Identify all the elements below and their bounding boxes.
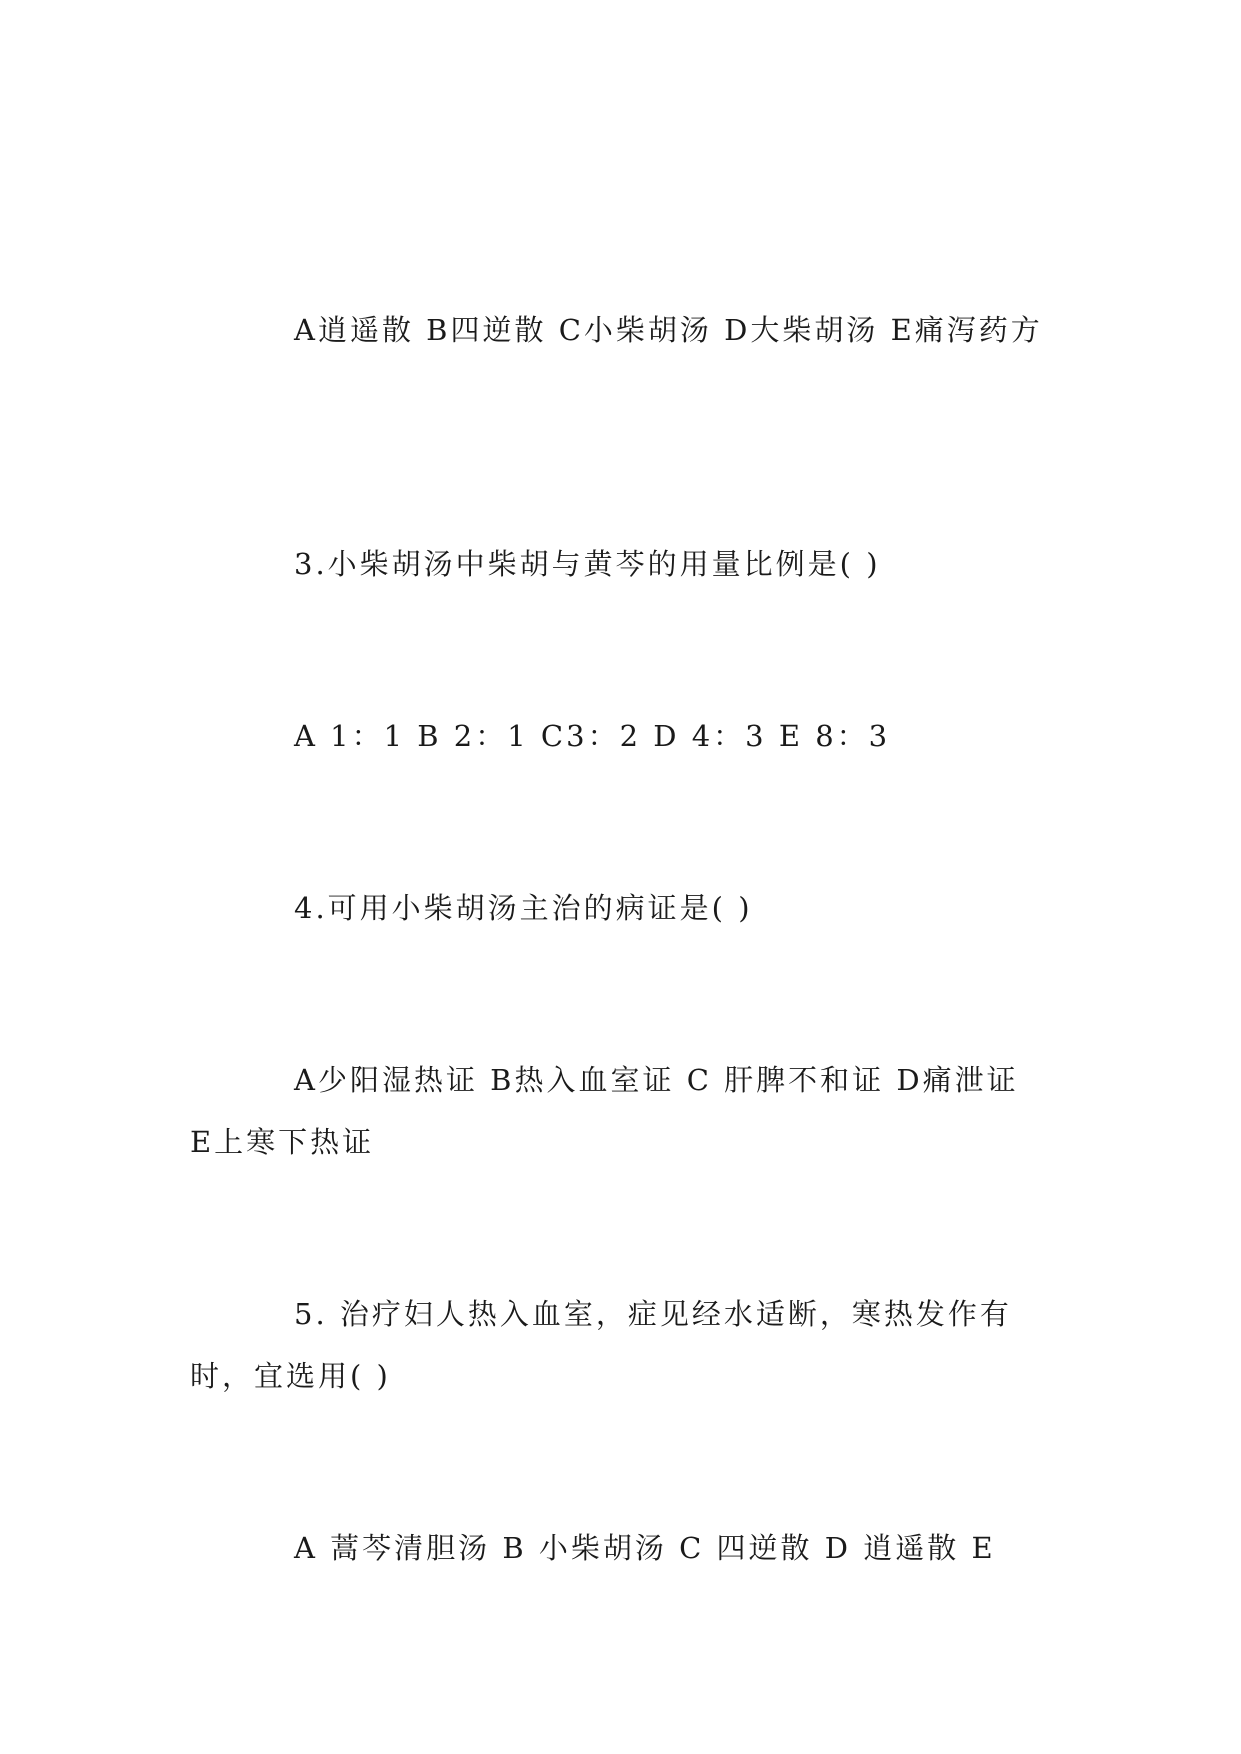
answer-options-q5: A 蒿芩清胆汤 B 小柴胡汤 C 四逆散 D 逍遥散 E	[294, 1531, 996, 1565]
question-5: 5. 治疗妇人热入血室，症见经水适断，寒热发作有时，宜选用( )	[190, 1297, 1012, 1393]
answer-options-q3: A 1：1 B 2：1 C3：2 D 4：3 E 8：3	[294, 719, 891, 753]
answer-options-q4: A少阳湿热证 B热入血室证 C 肝脾不和证 D痛泄证 E上寒下热证	[190, 1063, 1019, 1159]
question-3: 3.小柴胡汤中柴胡与黄芩的用量比例是( )	[294, 547, 881, 581]
question-4: 4.可用小柴胡汤主治的病证是( )	[294, 891, 753, 925]
answer-options-q2: A逍遥散 B四逆散 C小柴胡汤 D大柴胡汤 E痛泻药方	[294, 313, 1043, 347]
